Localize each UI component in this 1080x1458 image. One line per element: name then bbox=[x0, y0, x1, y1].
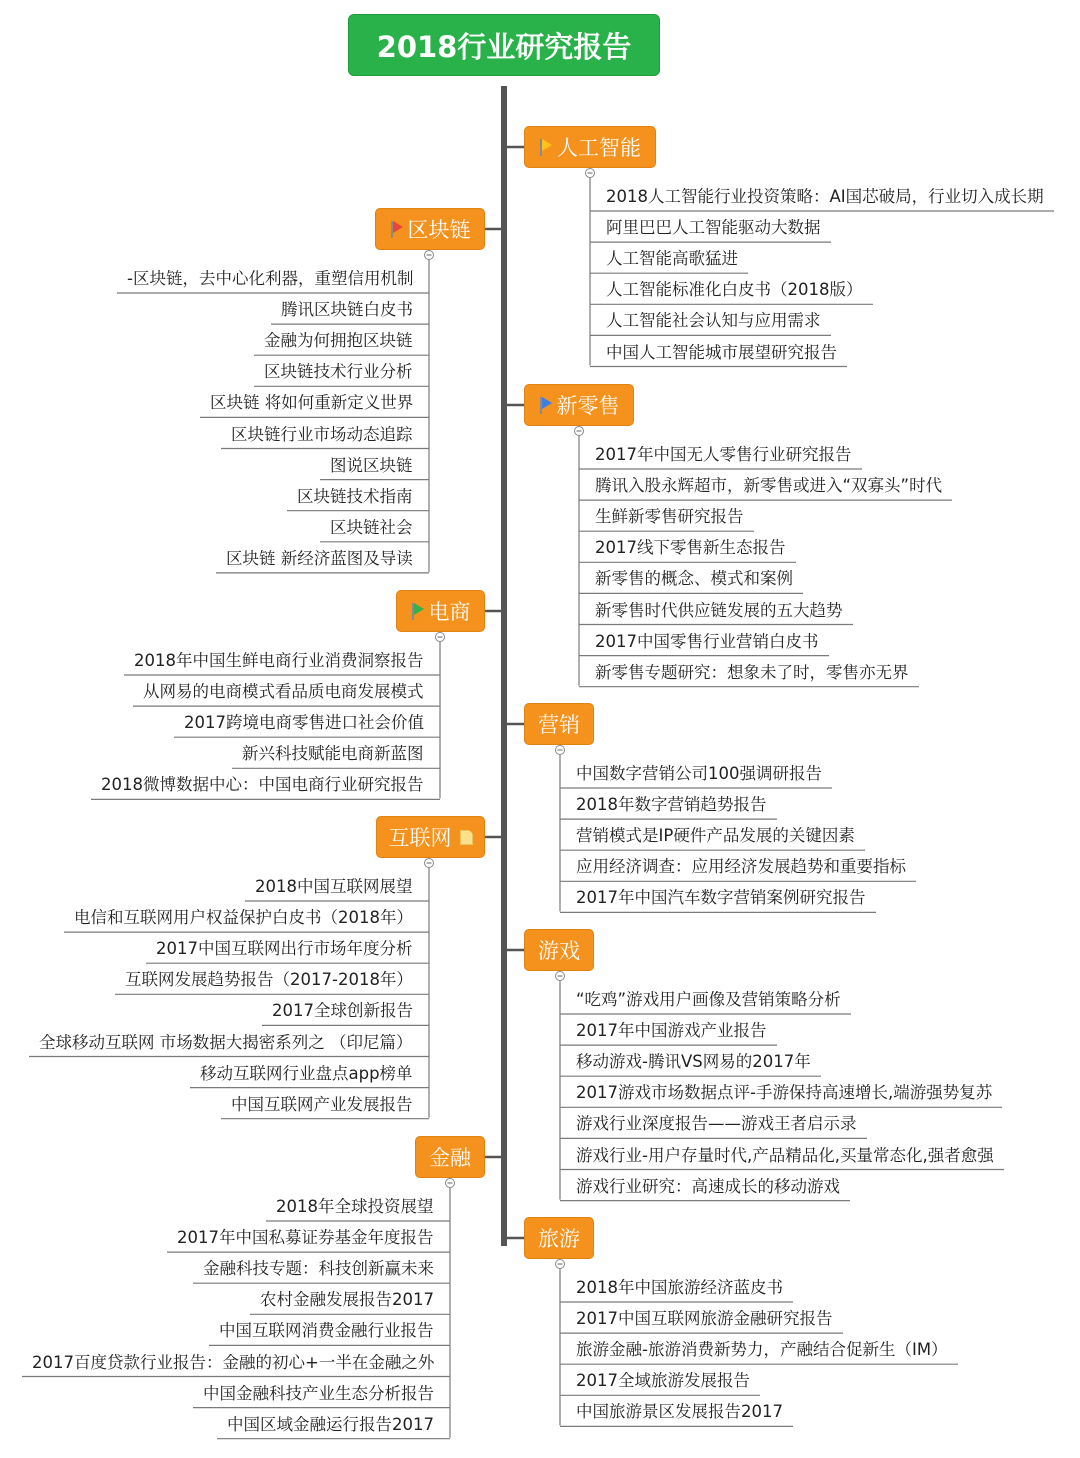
branch-label: 新零售 bbox=[556, 394, 620, 418]
list-item[interactable]: 全球移动互联网 市场数据大揭密系列之 （印尼篇） bbox=[39, 1032, 413, 1052]
list-item[interactable]: 移动互联网行业盘点app榜单 bbox=[200, 1063, 413, 1083]
list-item[interactable]: 新零售的概念、模式和案例 bbox=[595, 569, 793, 589]
list-item[interactable]: 2017跨境电商零售进口社会价值 bbox=[184, 713, 424, 733]
blue-flag-icon bbox=[539, 396, 553, 414]
list-item[interactable]: 应用经济调查：应用经济发展趋势和重要指标 bbox=[576, 857, 906, 877]
branch-left-1[interactable] bbox=[396, 590, 485, 632]
list-item[interactable]: 2017全球创新报告 bbox=[272, 1001, 413, 1021]
branch-label: 区块链 bbox=[407, 218, 471, 242]
list-item[interactable]: 2018中国互联网展望 bbox=[255, 877, 413, 896]
list-item[interactable]: 新兴科技赋能电商新蓝图 bbox=[242, 744, 424, 764]
list-item[interactable]: 新零售时代供应链发展的五大趋势 bbox=[595, 600, 843, 620]
list-item[interactable]: 中国区域金融运行报告2017 bbox=[227, 1414, 434, 1434]
list-item[interactable]: 中国数字营销公司100强调研报告 bbox=[576, 764, 822, 783]
list-item[interactable]: 移动游戏-腾讯VS网易的2017年 bbox=[576, 1052, 811, 1072]
list-item[interactable]: 中国金融科技产业生态分析报告 bbox=[203, 1383, 434, 1403]
branch-right-3[interactable] bbox=[524, 929, 594, 971]
root-topic[interactable] bbox=[348, 14, 660, 76]
list-item[interactable]: 2017线下零售新生态报告 bbox=[595, 538, 786, 558]
green-flag-icon bbox=[411, 602, 425, 620]
branch-right-1[interactable] bbox=[524, 384, 634, 426]
list-item[interactable]: 人工智能标准化白皮书（2018版） bbox=[606, 280, 863, 300]
branch-left-0[interactable] bbox=[375, 208, 485, 250]
list-item[interactable]: 金融科技专题：科技创新赢未来 bbox=[203, 1259, 434, 1279]
list-item[interactable]: 2018年中国旅游经济蓝皮书 bbox=[576, 1278, 783, 1297]
list-item[interactable]: 区块链技术指南 bbox=[297, 486, 413, 506]
list-item[interactable]: 2018年数字营销趋势报告 bbox=[576, 795, 767, 815]
list-item[interactable]: 区块链 将如何重新定义世界 bbox=[210, 393, 414, 413]
branch-label: 营销 bbox=[538, 713, 580, 737]
list-item[interactable]: 新零售专题研究：想象未了时，零售亦无界 bbox=[595, 662, 909, 682]
list-item[interactable]: 图说区块链 bbox=[330, 455, 413, 475]
list-item[interactable]: -区块链，去中心化利器，重塑信用机制 bbox=[127, 269, 414, 288]
list-item[interactable]: 2017年中国私募证券基金年度报告 bbox=[177, 1228, 434, 1248]
branch-right-4[interactable] bbox=[524, 1217, 594, 1259]
branch-label: 人工智能 bbox=[557, 136, 641, 160]
list-item[interactable]: 区块链技术行业分析 bbox=[264, 362, 413, 382]
list-item[interactable]: 中国旅游景区发展报告2017 bbox=[576, 1402, 783, 1422]
list-item[interactable]: 电信和互联网用户权益保护白皮书（2018年） bbox=[74, 908, 413, 928]
list-item[interactable]: 2018人工智能行业投资策略：AI国芯破局，行业切入成长期 bbox=[606, 187, 1044, 206]
branch-left-2[interactable] bbox=[376, 816, 485, 858]
branch-label: 游戏 bbox=[538, 939, 580, 963]
branch-label: 旅游 bbox=[538, 1227, 580, 1251]
list-item[interactable]: 旅游金融-旅游消费新势力，产融结合促新生（IM） bbox=[576, 1340, 948, 1360]
branch-left-3[interactable] bbox=[415, 1136, 485, 1178]
list-item[interactable]: 2017中国互联网旅游金融研究报告 bbox=[576, 1309, 833, 1329]
list-item[interactable]: 2018年全球投资展望 bbox=[276, 1197, 434, 1216]
branch-right-2[interactable] bbox=[524, 703, 594, 745]
list-item[interactable]: 营销模式是IP硬件产品发展的关键因素 bbox=[576, 826, 855, 846]
list-item[interactable]: 2018微博数据中心：中国电商行业研究报告 bbox=[101, 775, 424, 795]
list-item[interactable]: 区块链社会 bbox=[330, 517, 413, 537]
list-item[interactable]: 中国互联网消费金融行业报告 bbox=[219, 1321, 434, 1341]
document-icon bbox=[460, 830, 473, 845]
list-item[interactable]: 人工智能社会认知与应用需求 bbox=[606, 311, 821, 331]
list-item[interactable]: 阿里巴巴人工智能驱动大数据 bbox=[606, 218, 821, 238]
list-item[interactable]: 中国人工智能城市展望研究报告 bbox=[606, 342, 837, 362]
trunk-line bbox=[501, 86, 507, 1246]
orange-flag-icon bbox=[539, 138, 553, 156]
list-item[interactable]: 生鲜新零售研究报告 bbox=[595, 507, 744, 527]
list-item[interactable]: 腾讯入股永辉超市，新零售或进入“双寡头”时代 bbox=[595, 476, 943, 496]
list-item[interactable]: 2017百度贷款行业报告：金融的初心+一半在金融之外 bbox=[32, 1352, 435, 1372]
root-title: 2018行业研究报告 bbox=[376, 29, 632, 64]
list-item[interactable]: “吃鸡”游戏用户画像及营销策略分析 bbox=[576, 990, 841, 1009]
list-item[interactable]: 2017中国零售行业营销白皮书 bbox=[595, 631, 819, 651]
list-item[interactable]: 2017年中国无人零售行业研究报告 bbox=[595, 445, 852, 464]
list-item[interactable]: 区块链 新经济蓝图及导读 bbox=[226, 548, 413, 568]
list-item[interactable]: 2017年中国汽车数字营销案例研究报告 bbox=[576, 888, 866, 908]
branch-right-0[interactable] bbox=[524, 126, 656, 168]
list-item[interactable]: 区块链行业市场动态追踪 bbox=[231, 424, 413, 444]
list-item[interactable]: 2017年中国游戏产业报告 bbox=[576, 1021, 767, 1041]
list-item[interactable]: 农村金融发展报告2017 bbox=[260, 1290, 434, 1310]
branch-label: 电商 bbox=[428, 600, 471, 624]
list-item[interactable]: 游戏行业-用户存量时代,产品精品化,买量常态化,强者愈强 bbox=[576, 1145, 994, 1165]
list-item[interactable]: 2017游戏市场数据点评-手游保持高速增长,端游强势复苏 bbox=[576, 1083, 993, 1103]
list-item[interactable]: 中国互联网产业发展报告 bbox=[231, 1094, 413, 1114]
list-item[interactable]: 人工智能高歌猛进 bbox=[606, 249, 738, 269]
branch-label: 金融 bbox=[429, 1146, 471, 1170]
branch-label: 互联网 bbox=[388, 826, 452, 850]
list-item[interactable]: 互联网发展趋势报告（2017-2018年） bbox=[125, 970, 413, 990]
list-item[interactable]: 2018年中国生鲜电商行业消费洞察报告 bbox=[134, 651, 424, 670]
list-item[interactable]: 腾讯区块链白皮书 bbox=[281, 300, 413, 320]
list-item[interactable]: 2017全域旅游发展报告 bbox=[576, 1371, 750, 1391]
list-item[interactable]: 2017中国互联网出行市场年度分析 bbox=[156, 939, 413, 959]
list-item[interactable]: 金融为何拥抱区块链 bbox=[264, 331, 413, 351]
list-item[interactable]: 从网易的电商模式看品质电商发展模式 bbox=[143, 682, 424, 702]
red-flag-icon bbox=[390, 220, 404, 238]
list-item[interactable]: 游戏行业研究：高速成长的移动游戏 bbox=[576, 1176, 840, 1196]
list-item[interactable]: 游戏行业深度报告——游戏王者启示录 bbox=[576, 1114, 857, 1134]
